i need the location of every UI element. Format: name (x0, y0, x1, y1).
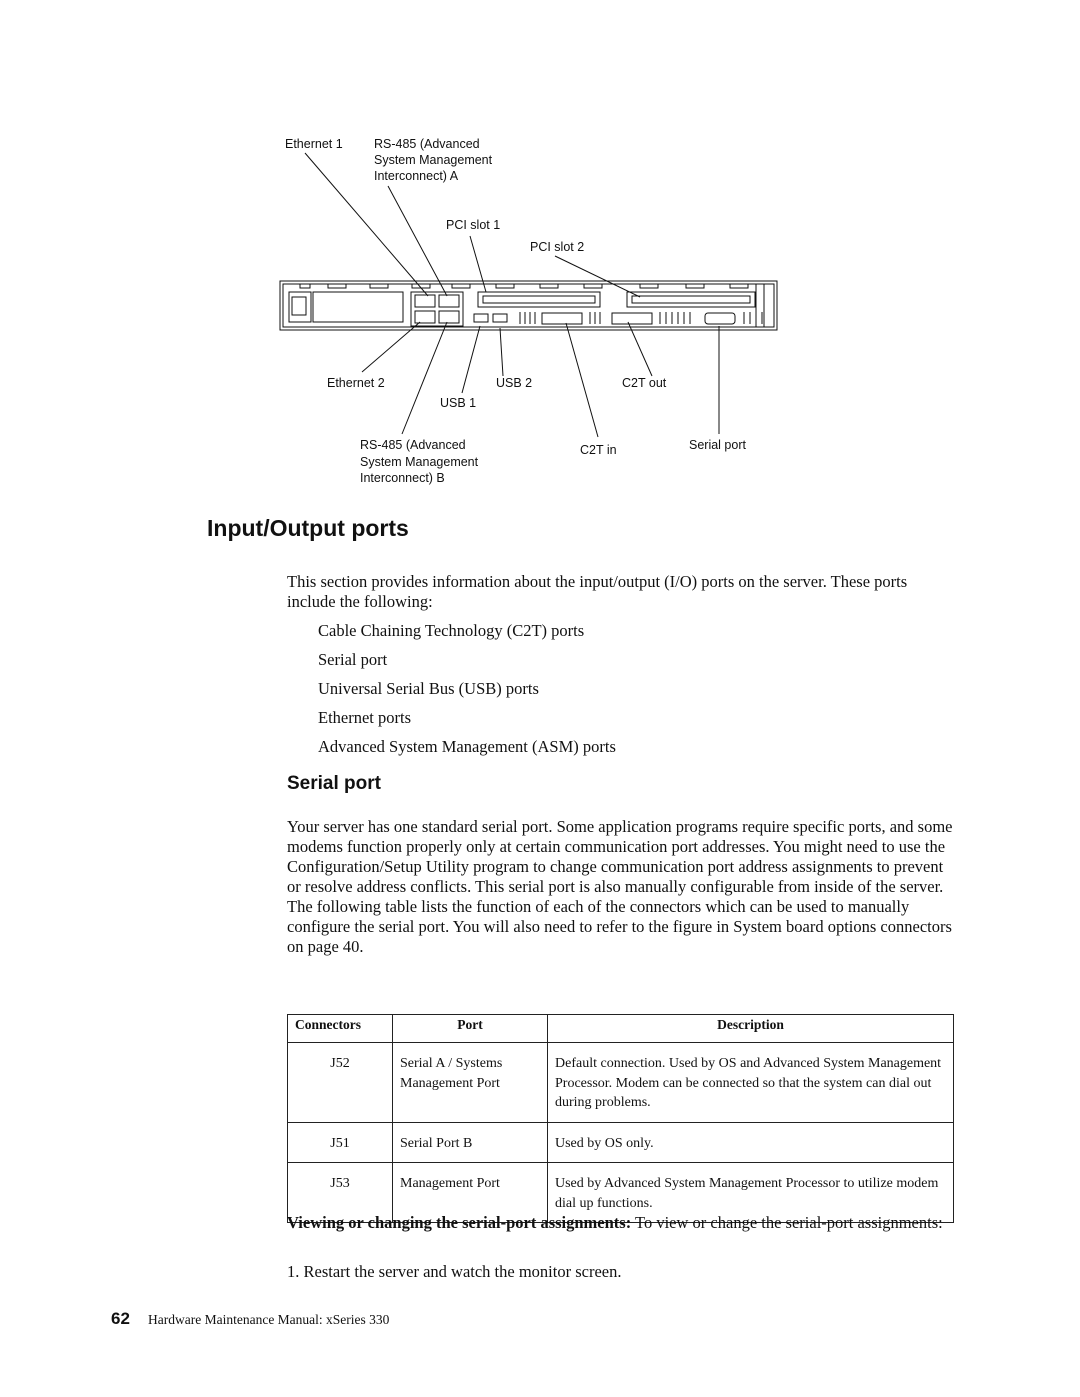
list-item: Serial port (318, 650, 388, 669)
label-usb-1: USB 1 (440, 396, 477, 410)
list-item: Universal Serial Bus (USB) ports (318, 679, 539, 698)
label-pci-slot-2: PCI slot 2 (530, 240, 585, 254)
usb-port-1 (474, 314, 488, 322)
label-rs485-b-line2: System Management (360, 455, 479, 469)
serial-connector (705, 313, 735, 324)
list-item: Advanced System Management (ASM) ports (318, 737, 616, 756)
table-header-row (288, 1015, 954, 1043)
page-number: 62 (111, 1309, 130, 1328)
cell-port: Management Port (393, 1163, 548, 1223)
cell-connector: J52 (288, 1043, 393, 1123)
cell-description: Used by OS only. (548, 1122, 954, 1163)
port-list (318, 619, 616, 764)
header-port: Port (393, 1015, 548, 1043)
viewing-paragraph (287, 1213, 955, 1233)
label-c2t-in: C2T in (580, 443, 617, 457)
viewing-text: To view or change the serial-port assignments: (635, 1213, 943, 1232)
list-item: Cable Chaining Technology (C2T) ports (318, 621, 585, 640)
section-intro: This section provides information about the input/output (I/O) ports on the server. These ports include the following: (287, 572, 908, 611)
step-1: 1. Restart the server and watch the monitor screen. (287, 1262, 622, 1281)
label-rs485-a-line2: System Management (374, 153, 493, 167)
cell-connector: J53 (288, 1163, 393, 1223)
label-rs485-a-line1: RS-485 (Advanced (374, 137, 480, 151)
label-serial-port: Serial port (689, 438, 746, 452)
footer-manual-title: Hardware Maintenance Manual: xSeries 330 (148, 1312, 390, 1327)
label-rs485-b-line3: Interconnect) B (360, 471, 445, 485)
serial-connector-table (287, 1014, 954, 1223)
cell-description: Used by Advanced System Management Processor to utilize modem dial up functions. (548, 1163, 954, 1223)
c2t-in-connector (542, 313, 582, 324)
viewing-lead: Viewing or changing the serial-port assignments: (287, 1213, 632, 1232)
label-rs485-a-line3: Interconnect) A (374, 169, 459, 183)
server-chassis (280, 281, 777, 330)
serial-port-title: Serial port (287, 773, 381, 794)
vent-slots (520, 312, 762, 324)
label-rs485-b-line1: RS-485 (Advanced (360, 438, 466, 452)
header-description: Description (548, 1015, 954, 1043)
pci-slot-2 (627, 292, 755, 307)
cell-port: Serial Port B (393, 1122, 548, 1163)
c2t-out-connector (612, 313, 652, 324)
rear-panel-diagram (0, 0, 1080, 500)
table-row (288, 1043, 954, 1123)
cell-port: Serial A / Systems Management Port (393, 1043, 548, 1123)
section-title: Input/Output ports (207, 515, 409, 541)
header-connectors: Connectors (288, 1015, 393, 1043)
cell-description: Default connection. Used by OS and Advanced System Management Processor. Modem can be connected so that the system can dial out during problems. (548, 1043, 954, 1123)
label-ethernet-1: Ethernet 1 (285, 137, 343, 151)
label-ethernet-2: Ethernet 2 (327, 376, 385, 390)
leader-lines (305, 153, 719, 437)
label-usb-2: USB 2 (496, 376, 533, 390)
table-row (288, 1122, 954, 1163)
label-c2t-out: C2T out (622, 376, 667, 390)
usb-port-2 (493, 314, 507, 322)
pci-slot-1 (478, 292, 600, 307)
ethernet-port-block (411, 292, 463, 326)
cell-connector: J51 (288, 1122, 393, 1163)
list-item: Ethernet ports (318, 708, 412, 727)
label-pci-slot-1: PCI slot 1 (446, 218, 501, 232)
serial-port-body: Your server has one standard serial port. Some application programs require specific ports, and some modems function properly only at certain communication port addresses. You might need to use the Configuration/Setup Utility program to change communication port address assignments to prevent or resolve address conflicts. This serial port is also manually configurable from inside of the server. The following table lists the function of each of the connectors which can be used to manually configure the serial port. You will also need to refer to the figure in System board options connectors on page 40. (287, 817, 953, 956)
